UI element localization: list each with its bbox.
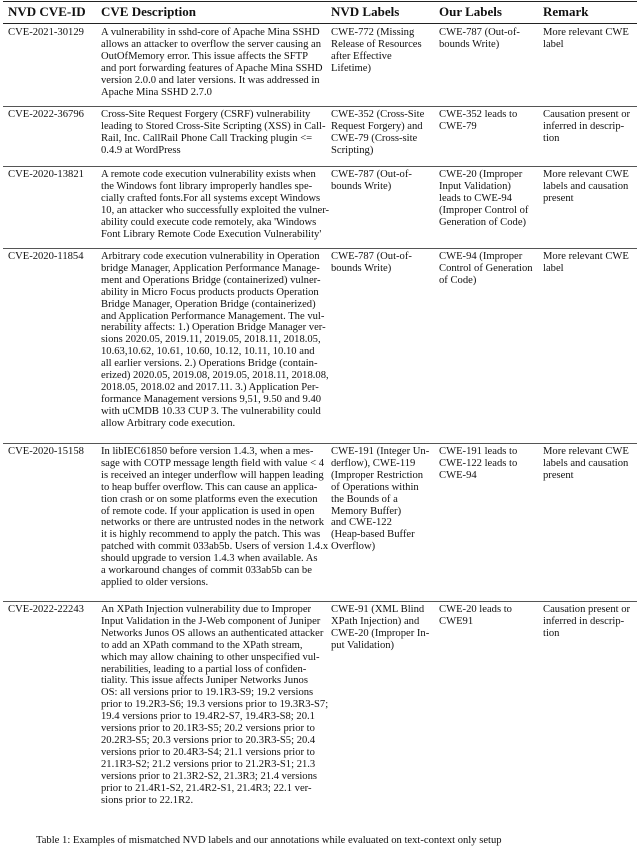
our-labels-line: Generation of Code) [439,216,527,228]
table-caption: Table 1: Examples of mismatched NVD labels and our annotations while evaluated on text-context only setup [36,835,502,846]
cve-description-line: allow Arbitrary code execution. [101,417,236,429]
cve-description-line: formance Management versions 9,51, 9.50 and 9.40 [101,393,322,405]
remark-line: More relevant CWE [543,251,629,262]
header-our-labels: Our Labels [439,4,502,19]
our-labels-line: (Improper Control of [439,204,529,216]
nvd-labels-line: XPath Injection) and [331,615,420,627]
row-divider [3,166,637,167]
nvd-labels-line: Lifetime) [331,62,372,74]
cve-description-line: versions prior to 21.3R2-S2, 21.3R3; 21.4 versions [101,770,317,782]
remark-cell [543,27,637,51]
our-labels-line: CWE-352 leads to [439,109,518,120]
our-labels-line: CWE-94 [439,469,477,481]
our-labels-line: CWE-94 (Improper [439,251,523,262]
cve-description-cell [101,169,330,240]
cve-description-line: and port forwarding features of Apache Mina SSHD [101,62,323,74]
cve-description-line: sions prior to 22.1R2. [101,794,194,806]
nvd-labels-line: of Operations within [331,481,419,493]
cve-id: CVE-2020-11854 [8,251,84,262]
row-divider [3,248,637,249]
cve-description-line: ability could execute code remotely, aka 'Windows [101,216,317,228]
our-labels-line: CWE-79 [439,120,477,132]
cve-description-line: erized) 2020.05, 2019.08, 2019.05, 2018.11, 2018.08, [101,370,329,382]
remark-line: inferred in descrip- [543,120,625,132]
our-labels-cell [439,27,531,51]
cve-description-line: ment and Operations Bridge (containerized) vulner- [101,274,321,286]
cve-description-line: prior to 21.4R1-S2, 21.4R2-S1, 21.4R3; 22.1 ver- [101,782,312,794]
nvd-labels-line: the Bounds of a [331,493,398,505]
cve-description-line: Cross-Site Request Forgery (CSRF) vulnerability [101,109,311,120]
header-nvd-labels: NVD Labels [331,4,400,19]
our-labels-line: leads to CWE-94 [439,192,512,204]
nvd-labels-line: and CWE-122 [331,517,392,529]
cve-description-line: 20.2R3-S5; 20.3 versions prior to 20.3R3-S5; 20.4 [101,734,316,746]
row-divider [3,443,637,444]
remark-line: Causation present or [543,604,631,615]
cve-description-line: with uCMDB 10.33 CUP 3. The vulnerability could [101,405,321,417]
remark-cell [543,109,637,145]
cve-description-line: to heap buffer overflow. This can cause an applica- [101,481,318,493]
remark-line: More relevant CWE [543,169,629,180]
cve-description-line: A remote code execution vulnerability exists when [101,169,316,180]
cve-description-line: Arbitrary code execution vulnerability in Operation [101,251,320,262]
remark-line: More relevant CWE [543,446,629,457]
cve-description-line: 21.1R3-S2; 21.2 versions prior to 21.2R3-S1; 21.3 [101,758,316,770]
cve-description-line: Rail, Inc. CallRail Phone Call Tracking plugin <= [101,132,313,144]
cve-description-line: it is highly recommend to apply the patch. This was [101,529,321,541]
cve-description-line: is received an integer underflow will happen leading [101,469,324,481]
remark-line: tion [543,132,560,144]
remark-cell [543,169,637,205]
remark-line: label [543,38,564,50]
nvd-labels-line: CWE-787 (Out-of- [331,169,412,180]
our-labels-line: CWE-191 leads to [439,446,518,457]
cve-description-line: prior to 19.2R3-S6; 19.3 versions prior to 19.3R3-S7; [101,699,329,711]
nvd-labels-cell [331,251,425,275]
cve-description-line: ability in Micro Focus products products Operation [101,286,319,298]
cve-description-line: applied to older versions. [101,576,209,588]
cve-description-line: and Application Performance Management. The vul- [101,310,325,322]
nvd-labels-line: CWE-20 (Improper In- [331,627,430,639]
row-divider [3,106,637,107]
nvd-labels-cell [331,446,430,553]
cve-description-line: sions 2020.05, 2019.11, 2019.05, 2018.11, 2018.05, [101,334,321,346]
remark-line: labels and causation [543,180,629,192]
header-cve-id: NVD CVE-ID [8,4,86,19]
table-top-rule [3,1,637,2]
cve-description-line: sage with COTP message length field with value < 4 [101,457,325,469]
nvd-labels-line: CWE-787 (Out-of- [331,251,412,262]
cve-description-line: An XPath Injection vulnerability due to Improper [101,604,312,615]
remark-cell [543,251,637,275]
nvd-labels-line: Scripting) [331,144,374,156]
nvd-labels-line: derflow), CWE-119 [331,457,416,469]
cve-description-line: nerabilities, leading to a partial loss of confiden- [101,663,307,675]
our-labels-line: CWE-20 (Improper [439,169,523,180]
cve-description-line: A vulnerability in sshd-core of Apache Mina SSHD [101,27,320,38]
cve-id: CVE-2020-15158 [8,446,84,457]
nvd-labels-line: Request Forgery) and [331,120,423,132]
cve-description-line: leading to Stored Cross-Site Scripting (XSS) in Call- [101,120,326,132]
our-labels-line: CWE-20 leads to [439,604,512,615]
nvd-labels-line: (Improper Restriction [331,469,424,481]
cve-description-line: version 2.0.0 and later versions. It was addressed in [101,74,320,86]
our-labels-cell [439,446,531,482]
cve-description-cell [101,251,329,430]
remark-cell [543,446,637,482]
our-labels-cell [439,604,531,628]
nvd-labels-line: Release of Resources [331,38,422,50]
header-remark: Remark [543,4,589,19]
remark-line: inferred in descrip- [543,615,625,627]
cve-description-cell [101,27,321,98]
our-labels-line: CWE-787 (Out-of- [439,27,520,38]
cve-description-line: Networks Junos OS allows an authenticated attacker [101,627,324,639]
cve-description-line: allows an attacker to overflow the server causing an [101,38,322,50]
cve-description-line: of remote code. If your application is used in open [101,505,315,517]
nvd-labels-line: CWE-352 (Cross-Site [331,109,425,120]
our-labels-cell [439,251,531,287]
cve-description-line: OS: all versions prior to 19.1R3-S9; 19.2 versions [101,687,314,699]
remark-cell [543,604,637,640]
nvd-labels-line: CWE-191 (Integer Un- [331,446,430,457]
cve-description-line: should upgrade to version 1.4.3 when available. As [101,553,318,565]
nvd-labels-line: Memory Buffer) [331,505,402,517]
our-labels-cell [439,109,531,133]
our-labels-line: of Code) [439,274,477,286]
nvd-labels-line: Overflow) [331,541,376,553]
our-labels-line: Control of Generation [439,262,533,274]
nvd-labels-cell [331,604,430,652]
cve-description-line: tion crash or on some platforms even the execution [101,493,318,505]
nvd-labels-line: (Heap-based Buffer [331,529,415,541]
our-labels-line: CWE-122 leads to [439,457,518,469]
cve-description-line: the Windows font library improperly handles spe- [101,180,313,192]
cve-id: CVE-2022-36796 [8,109,84,120]
nvd-labels-line: CWE-772 (Missing [331,27,415,38]
cve-description-line: versions prior to 20.4R3-S4; 21.1 versions prior to [101,746,315,758]
cve-description-cell [101,109,326,157]
row-divider [3,601,637,602]
cve-id: CVE-2020-13821 [8,169,84,180]
header-cve-description: CVE Description [101,4,196,19]
cve-description-line: nerability affects: 1.) Operation Bridge Manager ver- [101,322,326,334]
nvd-labels-line: after Effective [331,50,392,62]
nvd-labels-line: CWE-79 (Cross-site [331,132,418,144]
cve-description-line: to add an XPath command to the XPath stream, [101,639,303,651]
nvd-labels-line: CWE-91 (XML Blind [331,604,425,615]
nvd-labels-line: bounds Write) [331,262,392,274]
cve-id: CVE-2022-22243 [8,604,84,615]
remark-line: present [543,192,574,204]
our-labels-cell [439,169,531,229]
remark-line: tion [543,627,560,639]
cve-description-line: Bridge Manager, Operation Bridge (containerized) [101,298,316,310]
cve-description-line: a workaround changes of commit 033ab5b can be [101,565,312,577]
cve-id: CVE-2021-30129 [8,27,84,38]
cve-description-line: Input Validation in the J-Web component of Juniper [101,615,321,627]
cve-description-line: Font Library Remote Code Execution Vulnerability' [101,228,322,240]
cve-description-line: versions prior to 20.1R3-S5; 20.2 versions prior to [101,723,315,735]
nvd-labels-cell [331,109,425,157]
remark-line: label [543,262,564,274]
cve-description-cell [101,604,329,806]
remark-line: Causation present or [543,109,631,120]
cve-description-line: networks or there are untrusted nodes in the network [101,517,324,529]
cve-description-line: 0.4.9 at WordPress [101,144,181,156]
cve-description-line: 19.4 versions prior to 19.4R2-S7, 19.4R3-S8; 20.1 [101,711,315,723]
nvd-labels-line: bounds Write) [331,180,392,192]
cve-description-line: OutOfMemory error. This issue affects the SFTP [101,50,309,62]
remark-line: labels and causation [543,457,629,469]
cve-description-line: cially crafted fonts.For all systems except Windows [101,192,321,204]
nvd-labels-line: put Validation) [331,639,395,651]
cve-description-line: In libIEC61850 before version 1.4.3, when a mes- [101,446,314,457]
cve-description-line: tiality. This issue affects Juniper Networks Junos [101,675,308,687]
cve-description-line: 10.63,10.62, 10.61, 10.60, 10.12, 10.11, 10.10 and [101,346,315,358]
remark-line: present [543,469,574,481]
nvd-labels-cell [331,27,425,75]
our-labels-line: bounds Write) [439,38,500,50]
cve-description-line: 10, an attacker who successfully exploited the vulner- [101,204,330,216]
cve-description-line: which may allow chaining to other unspecified vul- [101,651,320,663]
our-labels-line: Input Validation) [439,180,511,192]
cve-description-line: patched with commit 033ab5b. Users of version 1.4.x [101,541,329,553]
cve-description-line: 2018.05, 2018.02 and 2017.11. 3.) Application Per- [101,381,319,393]
remark-line: More relevant CWE [543,27,629,38]
our-labels-line: CWE91 [439,615,474,627]
nvd-labels-cell [331,169,425,193]
table-header-rule [3,23,637,24]
cve-description-line: bridge Manager, Application Performance Manage- [101,262,320,274]
cve-description-line: all earlier versions. 2.) Operations Bridge (contain- [101,358,318,370]
cve-description-line: Apache Mina SSHD 2.7.0 [101,86,212,98]
cve-description-cell [101,446,329,589]
